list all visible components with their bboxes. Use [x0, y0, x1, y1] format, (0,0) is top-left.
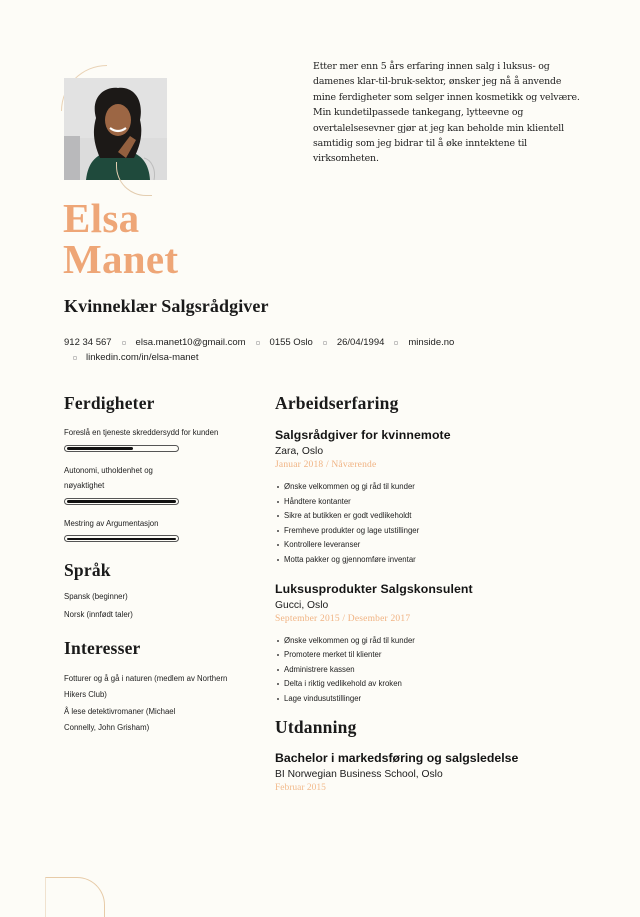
languages-list — [64, 591, 244, 620]
phone[interactable]: 912 34 567 — [64, 337, 112, 348]
skill-level-bar — [64, 535, 179, 542]
calendar-icon — [394, 341, 398, 345]
duty-item: Lage vindusutstillinger — [275, 692, 575, 707]
job-duties — [275, 480, 575, 568]
left-column — [64, 393, 244, 737]
school: BI Norwegian Business School, Oslo — [275, 768, 443, 780]
duty-item: Delta i riktig vedlikehold av kroken — [275, 677, 575, 692]
language-item: Norsk (innfødt taler) — [64, 610, 133, 619]
duty-item: Administrere kassen — [275, 663, 575, 678]
job-role: Salgsrådgiver for kvinnemote — [275, 428, 451, 442]
decorative-arc — [45, 877, 105, 917]
degree: Bachelor i markedsføring og salgsledelse — [275, 750, 519, 765]
job-company: Zara, Oslo — [275, 446, 324, 457]
duty-item: Ønske velkommen og gi råd til kunder — [275, 634, 575, 649]
address: 0155 Oslo — [269, 337, 313, 348]
interests-list — [64, 671, 244, 735]
full-name — [63, 195, 179, 282]
email[interactable]: elsa.manet10@gmail.com — [135, 337, 246, 348]
decorative-arc — [116, 162, 152, 196]
phone-icon — [122, 341, 126, 345]
language-item: Spansk (beginner) — [64, 592, 128, 601]
contact-row — [64, 335, 484, 350]
skill-level-bar — [64, 445, 179, 452]
email-icon — [256, 341, 260, 345]
website[interactable]: minside.no — [408, 337, 455, 348]
interest-item: Fotturer og å gå i naturen (medlem av Northern Hikers Club) — [64, 674, 228, 699]
last-name: Manet — [63, 236, 179, 282]
duty-item: Sikre at butikken er godt vedlikeholdt — [275, 509, 575, 524]
duty-item: Promotere merket til klienter — [275, 648, 575, 663]
skill-item — [64, 463, 244, 505]
job-company: Gucci, Oslo — [275, 599, 329, 611]
linkedin[interactable]: linkedin.com/in/elsa-manet — [86, 352, 199, 363]
job-entry — [275, 428, 575, 568]
duty-item: Ønske velkommen og gi råd til kunder — [275, 480, 575, 495]
duty-item: Fremheve produkter og lage utstillinger — [275, 524, 575, 539]
job-entry — [275, 582, 575, 707]
languages-heading: Språk — [64, 560, 111, 580]
experience-heading: Arbeidserfaring — [275, 393, 399, 413]
skill-level-bar — [64, 498, 179, 505]
job-title: Kvinneklær Salgsrådgiver — [64, 296, 269, 316]
education-entry — [275, 751, 575, 793]
job-dates: September 2015 / Desember 2017 — [275, 613, 411, 624]
location-icon — [323, 341, 327, 345]
contact-info — [64, 335, 484, 365]
education-date: Februar 2015 — [275, 782, 326, 793]
right-column — [275, 393, 575, 793]
skills-heading: Ferdigheter — [64, 393, 155, 413]
birthdate: 26/04/1994 — [336, 337, 385, 348]
education-heading: Utdanning — [275, 716, 357, 737]
duty-item: Håndtere kontanter — [275, 495, 575, 510]
interest-item: Å lese detektivromaner (Michael Connelly, John Grisham) — [64, 707, 176, 732]
skill-item — [64, 516, 244, 543]
skill-item — [64, 425, 244, 452]
job-role: Luksusprodukter Salgskonsulent — [275, 581, 473, 596]
linkedin-icon — [73, 356, 77, 360]
first-name: Elsa — [63, 195, 140, 241]
duty-item: Motta pakker og gjennomføre inventar — [275, 553, 575, 568]
skill-label: Foreslå en tjeneste skreddersydd for kunden — [64, 428, 219, 437]
skill-level-fill — [67, 538, 176, 541]
job-dates: Januar 2018 / Nåværende — [275, 460, 377, 470]
profile-summary: Etter mer enn 5 års erfaring innen salg i luksus- og damenes klar-til-bruk-sektor, ønsker jeg nå å anvende mine ferdigheter som selger innen kosmetikk og velvære. Min kundetilpassede tankegang, lytteevne og overtalelsesevner gjør at jeg kan beholde min klientell samtidig som jeg bidrar til å øke inntektene til virksomheten. — [313, 61, 580, 165]
skill-label: Mestring av Argumentasjon — [64, 518, 159, 528]
contact-row — [64, 350, 484, 365]
skill-label: Autonomi, utholdenhet og nøyaktighet — [64, 465, 153, 490]
job-duties — [275, 634, 575, 707]
duty-item: Kontrollere leveranser — [275, 538, 575, 553]
interests-heading: Interesser — [64, 638, 141, 658]
skill-level-fill — [67, 447, 133, 450]
skill-level-fill — [67, 500, 176, 503]
